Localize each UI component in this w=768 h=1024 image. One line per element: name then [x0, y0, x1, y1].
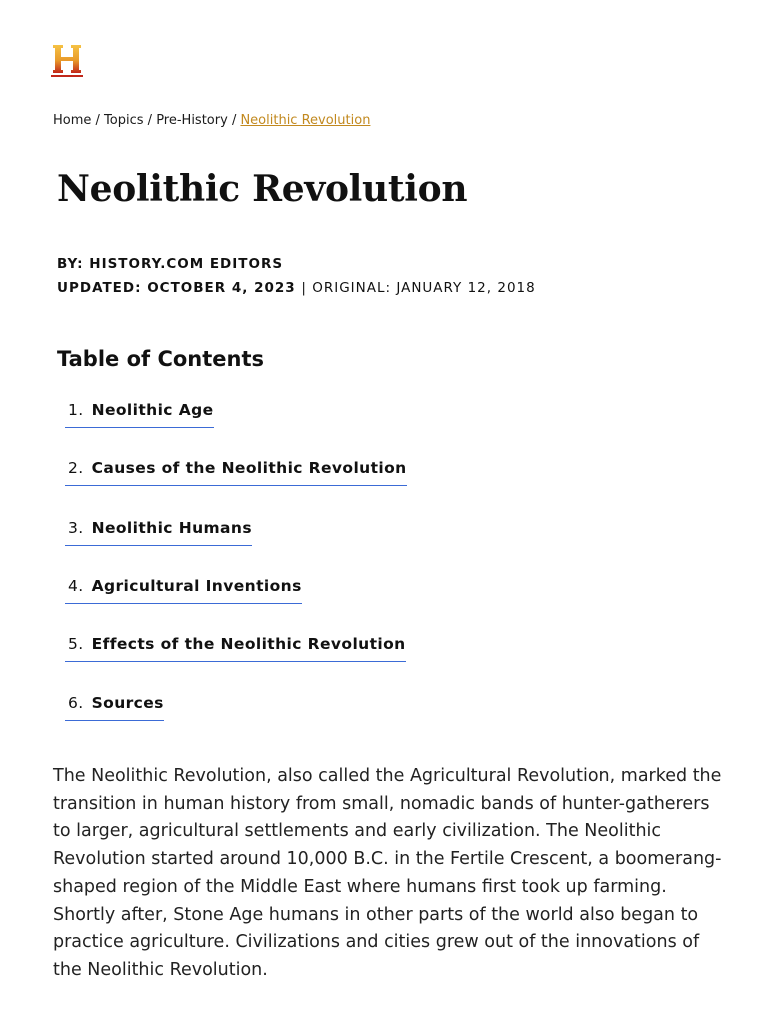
- toc-link-effects[interactable]: [65, 632, 406, 662]
- breadcrumb-topics[interactable]: Topics: [104, 113, 144, 128]
- date-divider: |: [301, 280, 313, 296]
- breadcrumb-separator: /: [147, 113, 157, 128]
- breadcrumb-current[interactable]: Neolithic Revolution: [240, 113, 371, 128]
- byline-label: BY:: [57, 256, 90, 272]
- toc-label: Sources: [91, 694, 164, 712]
- toc-title: Table of Contents: [57, 347, 265, 371]
- toc-item: [65, 574, 302, 604]
- toc-number: 1.: [68, 401, 84, 419]
- toc-link-causes[interactable]: [65, 456, 407, 486]
- original-date: JANUARY 12, 2018: [396, 280, 536, 296]
- breadcrumb-pre-history[interactable]: Pre-History: [156, 113, 228, 128]
- toc-item: [65, 632, 406, 662]
- toc-link-neolithic-humans[interactable]: [65, 516, 252, 546]
- breadcrumb: [53, 112, 370, 129]
- toc-label: Causes of the Neolithic Revolution: [91, 459, 407, 477]
- intro-paragraph: The Neolithic Revolution, also called the Agricultural Revolution, marked the transition in human history from small, nomadic bands of hunter-gatherers to larger, agricultural settlements and early civilization. The Neolithic Revolution started around 10,000 B.C. in the Fertile Crescent, a boomerang-shaped region of the Middle East where humans first took up farming. Shortly after, Stone Age humans in other parts of the world also began to practice agriculture. Civilizations and cities grew out of the innovations of the Neolithic Revolution.: [53, 766, 722, 980]
- original-label: ORIGINAL:: [312, 280, 397, 296]
- toc-number: 4.: [68, 577, 84, 595]
- toc-item: [65, 516, 252, 546]
- toc-label: Agricultural Inventions: [91, 577, 302, 595]
- history-logo[interactable]: [50, 42, 84, 76]
- toc-number: 5.: [68, 635, 84, 653]
- byline-dates-row: [57, 276, 536, 300]
- breadcrumb-separator: /: [95, 113, 105, 128]
- page-title: Neolithic Revolution: [57, 168, 468, 210]
- breadcrumb-home[interactable]: Home: [53, 113, 92, 128]
- byline-author-row: [57, 252, 536, 276]
- toc-label: Neolithic Humans: [91, 519, 252, 537]
- breadcrumb-separator: /: [231, 113, 241, 128]
- toc-item: [65, 398, 214, 428]
- toc-label: Effects of the Neolithic Revolution: [91, 635, 406, 653]
- toc-number: 6.: [68, 694, 84, 712]
- toc-number: 3.: [68, 519, 84, 537]
- toc-link-sources[interactable]: [65, 691, 164, 721]
- toc-link-agricultural-inventions[interactable]: [65, 574, 302, 604]
- toc-number: 2.: [68, 459, 84, 477]
- updated-date: OCTOBER 4, 2023: [147, 280, 302, 296]
- toc-item: [65, 456, 407, 486]
- byline-author: HISTORY.COM EDITORS: [89, 256, 284, 272]
- article-byline: [57, 252, 536, 300]
- toc-link-neolithic-age[interactable]: [65, 398, 214, 428]
- toc-label: Neolithic Age: [91, 401, 214, 419]
- toc-item: [65, 691, 164, 721]
- updated-label: UPDATED:: [57, 280, 148, 296]
- history-h-logo-icon: [50, 42, 84, 78]
